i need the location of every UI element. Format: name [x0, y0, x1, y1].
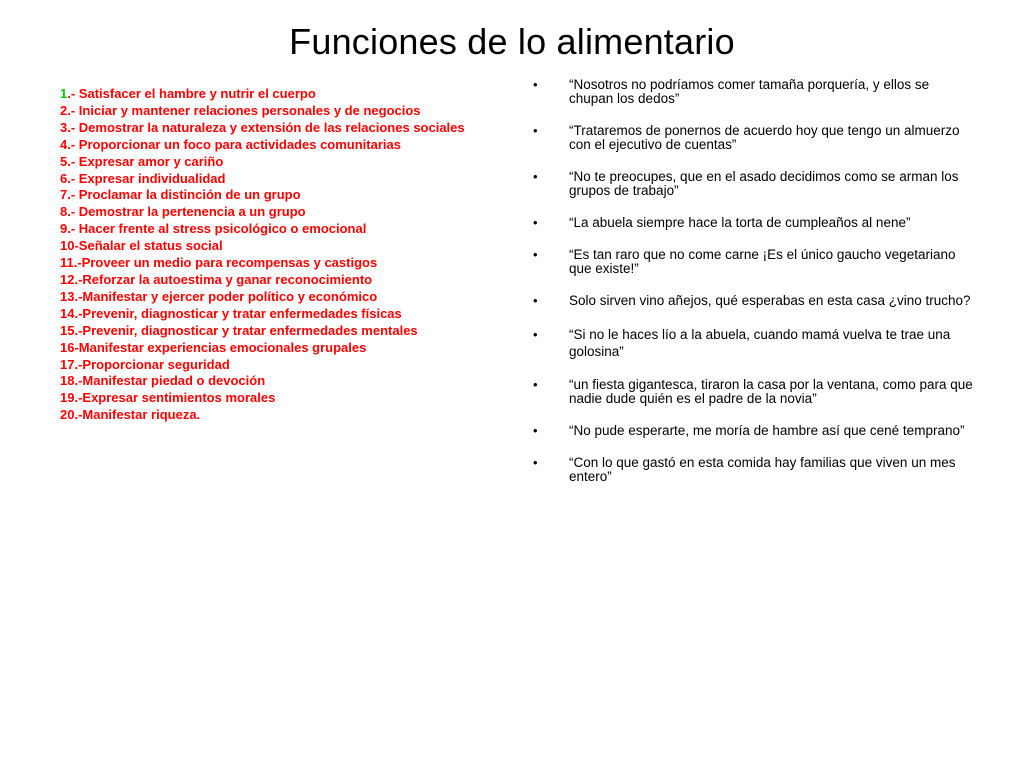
function-item: 19.-Expresar sentimientos morales — [60, 390, 276, 406]
functions-list — [60, 86, 510, 424]
function-item: 7.- Proclamar la distinción de un grupo — [60, 187, 301, 203]
function-item: 3.- Demostrar la naturaleza y extensión de las relaciones sociales — [60, 119, 465, 135]
function-item: 2.- Iniciar y mantener relaciones personales y de negocios — [60, 102, 421, 118]
function-item-text: .- Satisfacer el hambre y nutrir el cuerpo — [67, 86, 316, 101]
quote-text: “La abuela siempre hace la torta de cumpleaños al nene” — [569, 215, 911, 230]
slide-title: Funciones de lo alimentario — [289, 21, 735, 62]
bullet-icon: • — [533, 77, 538, 92]
quote-item — [533, 424, 973, 438]
function-item — [60, 86, 510, 103]
bullet-icon: • — [533, 169, 538, 184]
function-item: 12.-Reforzar la autoestima y ganar reconocimiento — [60, 271, 373, 287]
function-item: 10-Señalar el status social — [60, 238, 223, 254]
function-item: 11.-Proveer un medio para recompensas y castigos — [60, 255, 378, 271]
function-item: 9.- Hacer frente al stress psicológico o emocional — [60, 221, 367, 237]
quote-text: Solo sirven vino añejos, qué esperabas en esta casa ¿vino trucho? — [569, 293, 971, 308]
bullet-icon: • — [533, 455, 538, 470]
quote-text: “Con lo que gastó en esta comida hay familias que viven un mes entero” — [569, 455, 956, 484]
bullet-icon: • — [533, 423, 538, 438]
function-item: 6.- Expresar individualidad — [60, 170, 226, 186]
function-item: 16-Manifestar experiencias emocionales grupales — [60, 339, 367, 355]
bullet-icon: • — [533, 215, 538, 230]
quote-item — [533, 170, 973, 198]
function-item: 14.-Prevenir, diagnosticar y tratar enfermedades físicas — [60, 305, 402, 321]
quote-text: “No pude esperarte, me moría de hambre así que cené temprano” — [569, 423, 965, 438]
function-item: 20.-Manifestar riqueza. — [60, 407, 201, 423]
quote-item — [533, 216, 973, 230]
quote-text: “Trataremos de ponernos de acuerdo hoy que tengo un almuerzo con el ejecutivo de cuentas” — [569, 123, 960, 152]
quote-item — [533, 326, 973, 360]
quote-item — [533, 456, 973, 484]
function-item: 17.-Proporcionar seguridad — [60, 356, 230, 372]
quotes-list — [533, 78, 973, 502]
quote-text: “un fiesta gigantesca, tiraron la casa por la ventana, como para que nadie dude quién es el padre de la novia” — [569, 377, 973, 406]
quote-item — [533, 78, 973, 106]
function-item: 4.- Proporcionar un foco para actividades comunitarias — [60, 136, 401, 152]
function-item-number: 1 — [60, 86, 68, 101]
bullet-icon: • — [533, 123, 538, 138]
quote-text: “Nosotros no podríamos comer tamaña porquería, y ellos se chupan los dedos” — [569, 77, 930, 106]
bullet-icon: • — [533, 377, 538, 392]
quote-item — [533, 378, 973, 406]
quote-text: “Es tan raro que no come carne ¡Es el único gaucho vegetariano que existe!” — [569, 247, 956, 276]
function-item: 18.-Manifestar piedad o devoción — [60, 373, 266, 389]
function-item: 15.-Prevenir, diagnosticar y tratar enfermedades mentales — [60, 322, 418, 338]
function-item: 8.- Demostrar la pertenencia a un grupo — [60, 204, 306, 220]
quote-item — [533, 248, 973, 276]
function-item: 5.- Expresar amor y cariño — [60, 153, 224, 169]
function-item: 13.-Manifestar y ejercer poder político y económico — [60, 288, 378, 304]
bullet-icon: • — [533, 247, 538, 262]
quote-item — [533, 124, 973, 152]
quote-item — [533, 294, 973, 308]
bullet-icon: • — [533, 327, 538, 342]
quote-text: “No te preocupes, que en el asado decidimos como se arman los grupos de trabajo” — [569, 169, 959, 198]
quote-text: “Si no le haces lío a la abuela, cuando mamá vuelva te trae una golosina” — [569, 327, 951, 359]
bullet-icon: • — [533, 293, 538, 308]
